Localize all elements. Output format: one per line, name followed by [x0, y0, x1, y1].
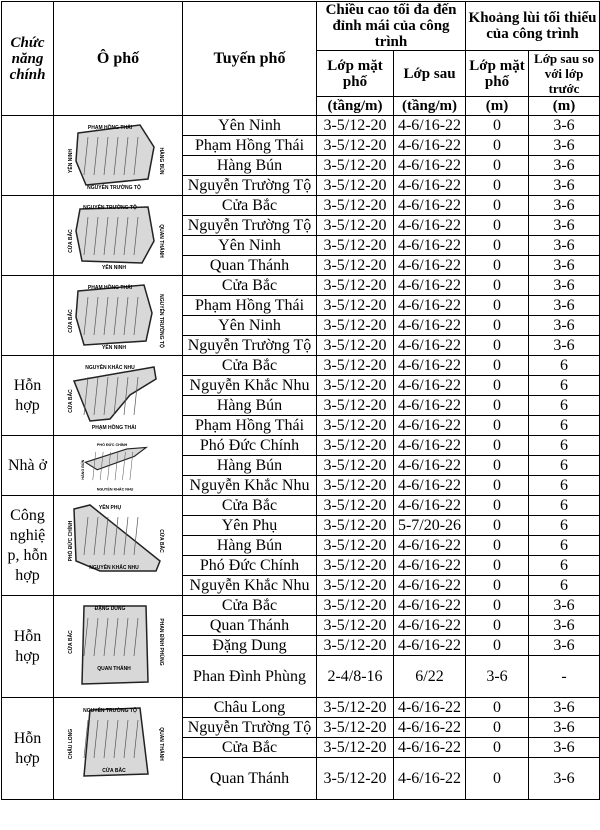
setback-front-cell: 3-6 — [466, 656, 529, 698]
block-map-icon — [70, 597, 166, 697]
block-map-icon — [70, 500, 166, 592]
setback-front-cell: 0 — [466, 296, 529, 316]
map-street-label: PHAN ĐÌNH PHÙNG — [158, 617, 164, 666]
header-setback-group: Khoảng lùi tối thiểu của công trình — [466, 2, 600, 51]
setback-back-cell: 6 — [529, 416, 600, 436]
unit-m-back: (m) — [529, 97, 600, 116]
back-height-cell: 4-6/16-22 — [394, 116, 466, 136]
front-height-cell: 3-5/12-20 — [317, 416, 394, 436]
street-cell: Hàng Bún — [183, 536, 317, 556]
setback-back-cell: 6 — [529, 556, 600, 576]
table-body — [2, 116, 600, 800]
map-street-label: HÀNG BÚN — [80, 459, 85, 480]
front-height-cell: 3-5/12-20 — [317, 216, 394, 236]
setback-back-cell: 3-6 — [529, 596, 600, 616]
back-height-cell: 4-6/16-22 — [394, 596, 466, 616]
front-height-cell: 3-5/12-20 — [317, 396, 394, 416]
back-height-cell: 6/22 — [394, 656, 466, 698]
setback-front-cell: 0 — [466, 718, 529, 738]
street-cell: Phan Đình Phùng — [183, 656, 317, 698]
setback-front-cell: 0 — [466, 156, 529, 176]
table-row — [2, 496, 600, 516]
street-cell: Hàng Bún — [183, 456, 317, 476]
setback-back-cell: 3-6 — [529, 636, 600, 656]
street-cell: Yên Phụ — [183, 516, 317, 536]
front-height-cell: 3-5/12-20 — [317, 616, 394, 636]
front-height-cell: 3-5/12-20 — [317, 556, 394, 576]
setback-front-cell: 0 — [466, 516, 529, 536]
map-street-label: CỬA BẮC — [68, 308, 74, 333]
front-height-cell: 3-5/12-20 — [317, 236, 394, 256]
function-cell — [2, 196, 54, 276]
front-height-cell: 3-5/12-20 — [317, 516, 394, 536]
map-street-label: NGUYỄN TRƯỜNG TỘ — [87, 184, 141, 191]
header-back-layer: Lớp sau — [394, 51, 466, 97]
front-height-cell: 3-5/12-20 — [317, 356, 394, 376]
front-height-cell: 3-5/12-20 — [317, 156, 394, 176]
function-cell: Hỗn hợp — [2, 356, 54, 436]
function-cell: Hỗn hợp — [2, 596, 54, 698]
back-height-cell: 4-6/16-22 — [394, 496, 466, 516]
setback-back-cell: 3-6 — [529, 698, 600, 718]
table-row — [2, 196, 600, 216]
table-row — [2, 436, 600, 456]
street-cell: Phạm Hồng Thái — [183, 296, 317, 316]
back-height-cell: 4-6/16-22 — [394, 276, 466, 296]
unit-floors-back: (tầng/m) — [394, 97, 466, 116]
map-street-label: CỬA BẮC — [68, 388, 74, 413]
setback-back-cell: 3-6 — [529, 256, 600, 276]
block-map-thumbnail — [54, 698, 183, 800]
setback-back-cell: 3-6 — [529, 176, 600, 196]
block-map-thumbnail — [54, 196, 183, 276]
setback-front-cell: 0 — [466, 556, 529, 576]
table-row — [2, 116, 600, 136]
back-height-cell: 4-6/16-22 — [394, 356, 466, 376]
table-row — [2, 698, 600, 718]
header-height-group: Chiều cao tối đa đến đỉnh mái của công trình — [317, 2, 466, 51]
regulation-table — [1, 1, 600, 800]
map-street-label: CỬA BẮC — [68, 629, 74, 654]
back-height-cell: 4-6/16-22 — [394, 256, 466, 276]
setback-front-cell: 0 — [466, 316, 529, 336]
setback-front-cell: 0 — [466, 376, 529, 396]
front-height-cell: 2-4/8-16 — [317, 656, 394, 698]
setback-back-cell: 6 — [529, 436, 600, 456]
street-cell: Hàng Bún — [183, 156, 317, 176]
map-street-label: CỬA BẮC — [68, 228, 74, 253]
setback-front-cell: 0 — [466, 436, 529, 456]
front-height-cell: 3-5/12-20 — [317, 276, 394, 296]
setback-back-cell: 6 — [529, 356, 600, 376]
map-street-label: QUAN THÁNH — [158, 726, 164, 761]
setback-front-cell: 0 — [466, 116, 529, 136]
setback-back-cell: 6 — [529, 396, 600, 416]
back-height-cell: 4-6/16-22 — [394, 698, 466, 718]
front-height-cell: 3-5/12-20 — [317, 336, 394, 356]
block-map-thumbnail — [54, 596, 183, 698]
block-map-icon — [70, 699, 166, 799]
header-setback-back: Lớp sau so với lớp trước — [529, 51, 600, 97]
front-height-cell: 3-5/12-20 — [317, 456, 394, 476]
front-height-cell: 3-5/12-20 — [317, 698, 394, 718]
street-cell: Cửa Bắc — [183, 738, 317, 758]
street-cell: Nguyễn Trường Tộ — [183, 718, 317, 738]
front-height-cell: 3-5/12-20 — [317, 738, 394, 758]
setback-back-cell: 3-6 — [529, 336, 600, 356]
setback-back-cell: 6 — [529, 456, 600, 476]
front-height-cell: 3-5/12-20 — [317, 116, 394, 136]
setback-front-cell: 0 — [466, 616, 529, 636]
setback-front-cell: 0 — [466, 256, 529, 276]
street-cell: Yên Ninh — [183, 316, 317, 336]
setback-back-cell: 3-6 — [529, 758, 600, 800]
front-height-cell: 3-5/12-20 — [317, 476, 394, 496]
back-height-cell: 4-6/16-22 — [394, 718, 466, 738]
setback-back-cell: 6 — [529, 516, 600, 536]
block-map-thumbnail — [54, 276, 183, 356]
header-street: Tuyến phố — [183, 2, 317, 116]
setback-front-cell: 0 — [466, 356, 529, 376]
map-street-label: NGUYỄN TRƯỜNG TỘ — [83, 707, 137, 714]
setback-front-cell: 0 — [466, 396, 529, 416]
street-cell: Nguyễn Trường Tộ — [183, 336, 317, 356]
setback-front-cell: 0 — [466, 216, 529, 236]
table-row — [2, 356, 600, 376]
street-cell: Cửa Bắc — [183, 496, 317, 516]
setback-back-cell: 6 — [529, 376, 600, 396]
setback-back-cell: 3-6 — [529, 738, 600, 758]
back-height-cell: 4-6/16-22 — [394, 336, 466, 356]
map-street-label: PHẠM HỒNG THÁI — [91, 424, 137, 431]
unit-m-front: (m) — [466, 97, 529, 116]
map-street-label: QUAN THÁNH — [97, 665, 131, 672]
back-height-cell: 4-6/16-22 — [394, 296, 466, 316]
street-cell: Hàng Bún — [183, 396, 317, 416]
back-height-cell: 4-6/16-22 — [394, 576, 466, 596]
setback-back-cell: 3-6 — [529, 236, 600, 256]
back-height-cell: 4-6/16-22 — [394, 416, 466, 436]
function-cell — [2, 116, 54, 196]
function-cell: Công nghiệ p, hỗn hợp — [2, 496, 54, 596]
street-cell: Nguyễn Trường Tộ — [183, 216, 317, 236]
front-height-cell: 3-5/12-20 — [317, 758, 394, 800]
setback-front-cell: 0 — [466, 698, 529, 718]
setback-front-cell: 0 — [466, 576, 529, 596]
setback-back-cell: 3-6 — [529, 156, 600, 176]
header-front-layer: Lớp mặt phố — [317, 51, 394, 97]
block-map-icon — [70, 440, 166, 492]
setback-back-cell: 6 — [529, 476, 600, 496]
street-cell: Phó Đức Chính — [183, 436, 317, 456]
street-cell: Cửa Bắc — [183, 356, 317, 376]
function-cell: Nhà ở — [2, 436, 54, 496]
setback-front-cell: 0 — [466, 596, 529, 616]
map-street-label: PHÓ ĐỨC CHÍNH — [68, 520, 74, 561]
setback-back-cell: 3-6 — [529, 196, 600, 216]
map-street-label: ĐẶNG DUNG — [94, 605, 126, 612]
setback-back-cell: 3-6 — [529, 616, 600, 636]
block-map-icon — [70, 200, 166, 272]
street-cell: Quan Thánh — [183, 616, 317, 636]
front-height-cell: 3-5/12-20 — [317, 256, 394, 276]
block-map-icon — [70, 120, 166, 192]
back-height-cell: 4-6/16-22 — [394, 216, 466, 236]
setback-front-cell: 0 — [466, 236, 529, 256]
front-height-cell: 3-5/12-20 — [317, 136, 394, 156]
map-street-label: CỬA BẮC — [102, 767, 126, 774]
setback-back-cell: 3-6 — [529, 216, 600, 236]
setback-front-cell: 0 — [466, 636, 529, 656]
street-cell: Nguyễn Khắc Nhu — [183, 476, 317, 496]
back-height-cell: 4-6/16-22 — [394, 556, 466, 576]
block-map-icon — [70, 360, 166, 432]
unit-floors-front: (tầng/m) — [317, 97, 394, 116]
street-cell: Đặng Dung — [183, 636, 317, 656]
front-height-cell: 3-5/12-20 — [317, 196, 394, 216]
map-street-label: NGUYỄN KHẮC NHU — [96, 487, 134, 492]
setback-front-cell: 0 — [466, 536, 529, 556]
setback-front-cell: 0 — [466, 738, 529, 758]
back-height-cell: 5-7/20-26 — [394, 516, 466, 536]
setback-front-cell: 0 — [466, 276, 529, 296]
map-street-label: PHÓ ĐỨC CHÍNH — [96, 442, 128, 447]
street-cell: Phạm Hồng Thái — [183, 136, 317, 156]
street-cell: Yên Ninh — [183, 116, 317, 136]
setback-back-cell: 3-6 — [529, 316, 600, 336]
front-height-cell: 3-5/12-20 — [317, 536, 394, 556]
setback-back-cell: 3-6 — [529, 296, 600, 316]
front-height-cell: 3-5/12-20 — [317, 296, 394, 316]
street-cell: Quan Thánh — [183, 256, 317, 276]
function-cell: Hỗn hợp — [2, 698, 54, 800]
street-cell: Nguyễn Trường Tộ — [183, 176, 317, 196]
map-street-label: YÊN NINH — [68, 148, 74, 173]
back-height-cell: 4-6/16-22 — [394, 436, 466, 456]
back-height-cell: 4-6/16-22 — [394, 636, 466, 656]
street-cell: Phó Đức Chính — [183, 556, 317, 576]
block-map-thumbnail — [54, 116, 183, 196]
back-height-cell: 4-6/16-22 — [394, 156, 466, 176]
setback-back-cell: 6 — [529, 496, 600, 516]
map-street-label: YÊN PHỤ — [98, 504, 122, 511]
map-street-label: QUAN THÁNH — [158, 223, 164, 258]
setback-back-cell: 6 — [529, 576, 600, 596]
setback-back-cell: 3-6 — [529, 276, 600, 296]
back-height-cell: 4-6/16-22 — [394, 456, 466, 476]
block-map-thumbnail — [54, 496, 183, 596]
setback-front-cell: 0 — [466, 176, 529, 196]
back-height-cell: 4-6/16-22 — [394, 316, 466, 336]
header-block: Ô phố — [54, 2, 183, 116]
map-street-label: CHÂU LONG — [68, 728, 74, 759]
street-cell: Cửa Bắc — [183, 596, 317, 616]
street-cell: Yên Ninh — [183, 236, 317, 256]
map-street-label: NGUYỄN TRƯỜNG TỘ — [158, 293, 164, 348]
map-street-label: PHẠM HỒNG THÁI — [87, 124, 133, 131]
setback-front-cell: 0 — [466, 456, 529, 476]
setback-front-cell: 0 — [466, 476, 529, 496]
street-cell: Nguyễn Khắc Nhu — [183, 376, 317, 396]
front-height-cell: 3-5/12-20 — [317, 436, 394, 456]
back-height-cell: 4-6/16-22 — [394, 376, 466, 396]
front-height-cell: 3-5/12-20 — [317, 636, 394, 656]
back-height-cell: 4-6/16-22 — [394, 758, 466, 800]
front-height-cell: 3-5/12-20 — [317, 176, 394, 196]
setback-front-cell: 0 — [466, 196, 529, 216]
street-cell: Châu Long — [183, 698, 317, 718]
map-street-label: YÊN NINH — [102, 264, 126, 271]
map-street-label: CỬA BẮC — [158, 528, 164, 553]
map-street-label: YÊN NINH — [102, 344, 126, 351]
setback-front-cell: 0 — [466, 336, 529, 356]
street-cell: Phạm Hồng Thái — [183, 416, 317, 436]
block-map-thumbnail — [54, 356, 183, 436]
back-height-cell: 4-6/16-22 — [394, 476, 466, 496]
map-street-label: HÀNG BÚN — [158, 147, 164, 174]
front-height-cell: 3-5/12-20 — [317, 596, 394, 616]
setback-back-cell: 6 — [529, 536, 600, 556]
map-street-label: NGUYỄN KHẮC NHU — [89, 564, 139, 571]
front-height-cell: 3-5/12-20 — [317, 576, 394, 596]
function-cell — [2, 276, 54, 356]
table-row — [2, 596, 600, 616]
back-height-cell: 4-6/16-22 — [394, 536, 466, 556]
back-height-cell: 4-6/16-22 — [394, 738, 466, 758]
back-height-cell: 4-6/16-22 — [394, 396, 466, 416]
back-height-cell: 4-6/16-22 — [394, 236, 466, 256]
setback-front-cell: 0 — [466, 758, 529, 800]
back-height-cell: 4-6/16-22 — [394, 616, 466, 636]
back-height-cell: 4-6/16-22 — [394, 176, 466, 196]
header-setback-front: Lớp mặt phố — [466, 51, 529, 97]
setback-back-cell: 3-6 — [529, 136, 600, 156]
map-street-label: PHẠM HỒNG THÁI — [87, 284, 133, 291]
setback-back-cell: 3-6 — [529, 718, 600, 738]
setback-back-cell: - — [529, 656, 600, 698]
street-cell: Nguyễn Khắc Nhu — [183, 576, 317, 596]
setback-front-cell: 0 — [466, 496, 529, 516]
front-height-cell: 3-5/12-20 — [317, 718, 394, 738]
front-height-cell: 3-5/12-20 — [317, 316, 394, 336]
front-height-cell: 3-5/12-20 — [317, 496, 394, 516]
block-map-icon — [70, 280, 166, 352]
setback-back-cell: 3-6 — [529, 116, 600, 136]
back-height-cell: 4-6/16-22 — [394, 196, 466, 216]
back-height-cell: 4-6/16-22 — [394, 136, 466, 156]
street-cell: Quan Thánh — [183, 758, 317, 800]
street-cell: Cửa Bắc — [183, 276, 317, 296]
table-row — [2, 276, 600, 296]
block-map-thumbnail — [54, 436, 183, 496]
street-cell: Cửa Bắc — [183, 196, 317, 216]
setback-front-cell: 0 — [466, 416, 529, 436]
map-street-label: NGUYỄN KHẮC NHU — [85, 364, 135, 371]
setback-front-cell: 0 — [466, 136, 529, 156]
header-func: Chức năng chính — [2, 2, 54, 116]
map-street-label: NGUYỄN TRƯỜNG TỘ — [83, 204, 137, 211]
front-height-cell: 3-5/12-20 — [317, 376, 394, 396]
